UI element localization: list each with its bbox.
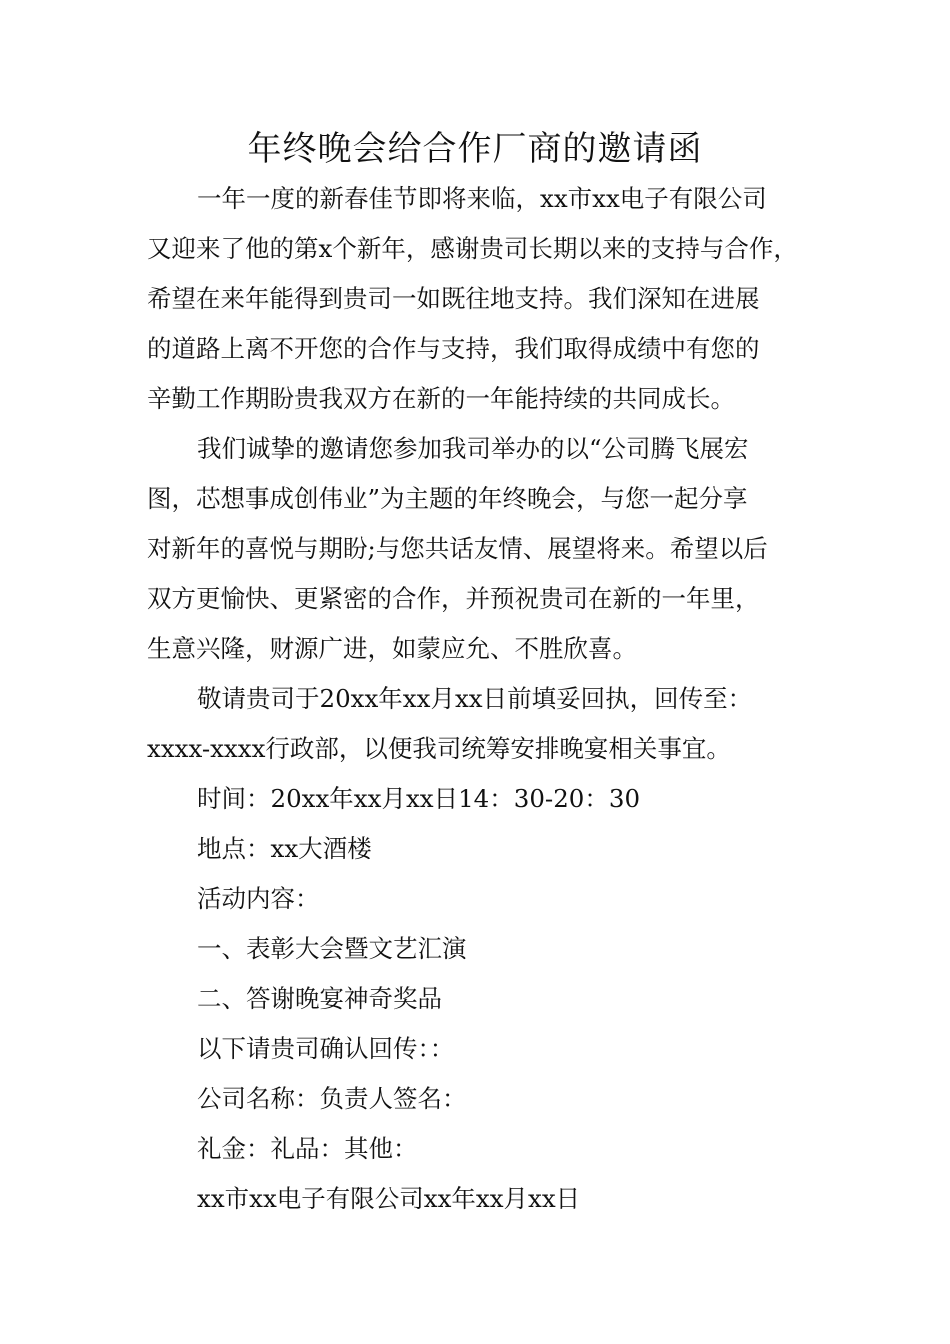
paragraph-1-line-2: 又迎来了他的第x个新年，感谢贵司长期以来的支持与合作， bbox=[147, 234, 798, 263]
paragraph-2-line-4: 双方更愉快、更紧密的合作，并预祝贵司在新的一年里， bbox=[147, 584, 760, 613]
event-place: 地点：xx大酒楼 bbox=[197, 834, 372, 863]
document-title: 年终晚会给合作厂商的邀请函 bbox=[247, 129, 703, 169]
activity-heading: 活动内容： bbox=[197, 884, 320, 913]
gifts-line: 礼金：礼品：其他： bbox=[197, 1134, 418, 1163]
paragraph-1-line-1: 一年一度的新春佳节即将来临，xx市xx电子有限公司 bbox=[197, 184, 767, 213]
paragraph-2-line-5: 生意兴隆，财源广进，如蒙应允、不胜欣喜。 bbox=[147, 634, 637, 663]
event-time: 时间：20xx年xx月xx日14：30-20：30 bbox=[197, 784, 641, 813]
activity-item-1: 一、表彰大会暨文艺汇演 bbox=[197, 934, 467, 963]
paragraph-2-line-3: 对新年的喜悦与期盼;与您共话友情、展望将来。希望以后 bbox=[147, 534, 768, 563]
paragraph-3-line-2: xxxx-xxxx行政部，以便我司统筹安排晚宴相关事宜。 bbox=[147, 734, 731, 763]
paragraph-3-line-1: 敬请贵司于20xx年xx月xx日前填妥回执，回传至： bbox=[197, 684, 753, 713]
paragraph-1-line-5: 辛勤工作期盼贵我双方在新的一年能持续的共同成长。 bbox=[147, 384, 735, 413]
paragraph-1-line-3: 希望在来年能得到贵司一如既往地支持。我们深知在进展 bbox=[147, 284, 760, 313]
company-sign-line: 公司名称：负责人签名： bbox=[197, 1084, 467, 1113]
paragraph-2-line-2: 图，芯想事成创伟业”为主题的年终晚会，与您一起分享 bbox=[147, 484, 748, 513]
paragraph-1-line-4: 的道路上离不开您的合作与支持，我们取得成绩中有您的 bbox=[147, 334, 760, 363]
activity-item-2: 二、答谢晚宴神奇奖品 bbox=[197, 984, 442, 1013]
paragraph-2-line-1: 我们诚挚的邀请您参加我司举办的以“公司腾飞展宏 bbox=[197, 434, 749, 463]
confirm-request: 以下请贵司确认回传：： bbox=[197, 1034, 455, 1063]
signature-date: xx市xx电子有限公司xx年xx月xx日 bbox=[197, 1184, 581, 1213]
